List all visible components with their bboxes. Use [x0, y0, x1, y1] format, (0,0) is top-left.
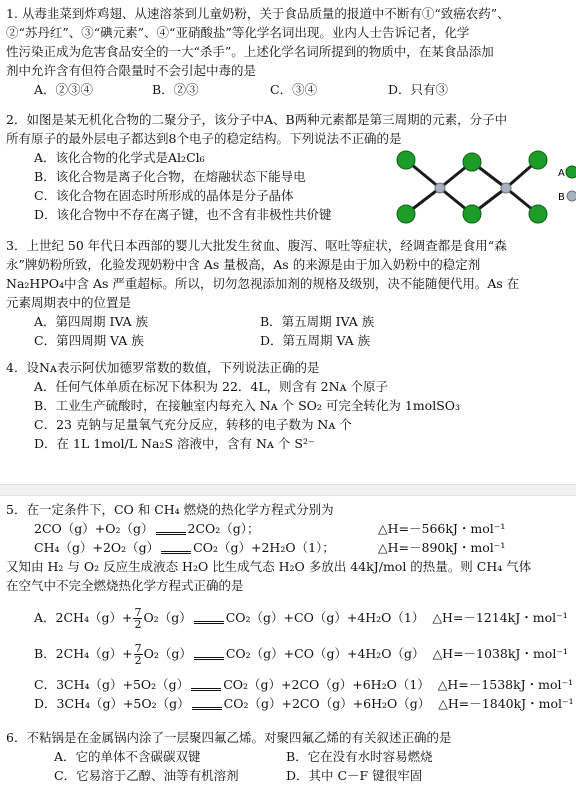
q4-option-d[interactable]: D．在 1L 1mol/L Na₂S 溶液中，含有 Nᴀ 个 S²⁻ [34, 436, 315, 451]
q5-option-c[interactable] [6, 675, 574, 694]
q5-opt-c-products: CO₂（g）+2CO（g）+6H₂O（1） [223, 677, 430, 692]
fraction [134, 643, 143, 666]
equals-sign [156, 524, 186, 535]
q5-option-a[interactable] [6, 605, 570, 631]
q1-option-b[interactable]: B．②③ [152, 82, 199, 97]
legend-atom-b [567, 191, 576, 201]
q5-eq1-reactants: 2CO（g）+O₂（g） [34, 521, 154, 536]
q5-intro: 5．在一定条件下，CO 和 CH₄ 燃烧的热化学方程式分别为 [6, 502, 334, 517]
q5-opt-b-o2: O₂（g） [143, 646, 192, 661]
q3-option-d[interactable]: D．第五周期 VA 族 [260, 333, 371, 348]
fraction-numerator: 7 [134, 642, 142, 655]
q5-opt-a-enthalpy: △H=－1214kJ・mol⁻¹ [432, 610, 568, 625]
q5-equation-ch4 [6, 538, 570, 557]
q5-opt-a-products: CO₂（g）+CO（g）+4H₂O（1） [225, 610, 425, 625]
q1-stem-line: 性污染正成为危害食品安全的一大“杀手”。上述化学名词所提到的物质中，在某食品添加 [6, 44, 494, 59]
q1-options [6, 80, 570, 99]
question-5 [6, 500, 574, 713]
q1-stem-line: ②“苏丹红”、③“碘元素”、④“亚硝酸盐”等化学名词出现。业内人士告诉记者，化学 [6, 25, 470, 40]
q5-opt-d-enthalpy: △H=－1840kJ・mol⁻¹ [438, 696, 574, 711]
q3-option-b[interactable]: B．第五周期 IVA 族 [260, 314, 375, 329]
q5-opt-b-reactants: B．2CH₄（g）+ [34, 646, 133, 661]
atom-a [397, 205, 415, 223]
question-4 [6, 358, 570, 453]
q4-option-b[interactable]: B．工业生产硫酸时，在接触室内每充入 Nᴀ 个 SO₂ 可完全转化为 1molSO₃ [34, 398, 461, 413]
q5-opt-a-reactants: A．2CH₄（g）+ [34, 610, 133, 625]
q1-stem-line: 1. 从毒韭菜到炸鸡翅、从速溶茶到儿童奶粉，关于食品质量的报道中不断有①“致癌农药”、 [6, 6, 510, 21]
q5-option-b[interactable] [6, 641, 570, 667]
q3-option-a[interactable]: A．第四周期 IVA 族 [34, 314, 149, 329]
q2-option-d[interactable]: D．该化合物中不存在离子键，也不含有非极性共价键 [34, 207, 332, 222]
q5-opt-c-reactants: C．3CH₄（g）+5O₂（g） [34, 677, 190, 692]
q5-stem-line: 又知由 H₂ 与 O₂ 反应生成液态 H₂O 比生成气态 H₂O 多放出 44kJ/mol 的热量。则 CH₄ 气体 [6, 559, 532, 574]
q5-opt-b-enthalpy: △H=－1038kJ・mol⁻¹ [432, 646, 568, 661]
dimer-molecule-diagram [388, 150, 576, 230]
atom-b [501, 183, 511, 193]
q4-option-c[interactable]: C．23 克钠与足量氧气充分反应，转移的电子数为 Nᴀ 个 [34, 417, 352, 432]
atom-b [435, 183, 445, 193]
legend-label-b: B [558, 192, 565, 203]
q2-stem-line: 所有原子的最外层电子都达到8个电子的稳定结构。下列说法不正确的是 [6, 131, 402, 146]
q5-opt-d-products: CO₂（g）+2CO（g）+6H₂O（g） [223, 696, 431, 711]
atom-a [529, 151, 547, 169]
q4-stem-line: 4．设Nᴀ表示阿伏加德罗常数的数值，下列说法正确的是 [6, 360, 320, 375]
q3-stem-line: 3．上世纪 50 年代日本西部的婴儿大批发生贫血、腹泻、呕吐等症状，经调查都是食用“森 [6, 238, 507, 253]
fraction [133, 607, 142, 630]
atoms-a [397, 151, 547, 223]
q1-option-a[interactable]: A．②③④ [34, 82, 94, 97]
equals-sign [161, 543, 191, 554]
equals-sign [192, 699, 222, 710]
fraction-denominator: 2 [134, 654, 142, 667]
q6-options-row [6, 747, 570, 766]
q3-options-row [6, 331, 570, 350]
q5-eq1-products: 2CO₂（g）； [187, 521, 260, 536]
q3-stem-line: 元素周期表中的位置是 [6, 295, 132, 310]
q2-option-a[interactable]: A．该化合物的化学式是Al₂Cl₆ [34, 150, 205, 165]
q5-equation-co [6, 519, 570, 538]
equals-sign [194, 613, 224, 624]
q3-option-c[interactable]: C．第四周期 VA 族 [34, 333, 144, 348]
atom-a [463, 153, 481, 171]
q5-opt-b-products: CO₂（g）+CO（g）+4H₂O（g） [225, 646, 425, 661]
question-6 [6, 728, 570, 785]
section-divider [0, 484, 576, 496]
question-1 [6, 4, 570, 99]
q3-stem-line: 永”牌奶粉所致，化验发现奶粉中含 As 量极高，As 的来源是由于加入奶粉中的稳定剂 [6, 257, 481, 272]
q2-option-c[interactable]: C．该化合物在固态时所形成的晶体是分子晶体 [34, 188, 294, 203]
q1-option-d[interactable]: D．只有③ [388, 82, 449, 97]
equals-sign [194, 649, 224, 660]
q5-opt-a-o2: O₂（g） [143, 610, 192, 625]
q6-options-row [6, 766, 570, 785]
fraction-numerator: 7 [134, 606, 142, 619]
q5-stem-line: 在空气中不完全燃烧热化学方程式正确的是 [6, 578, 244, 593]
q5-option-d[interactable] [6, 694, 574, 713]
q5-eq1-enthalpy: △H=－566kJ・mol⁻¹ [378, 521, 506, 536]
q5-opt-d-reactants: D．3CH₄（g）+5O₂（g） [34, 696, 190, 711]
atom-a [529, 205, 547, 223]
q6-option-b[interactable]: B．它在没有水时容易燃烧 [286, 749, 433, 764]
equals-sign [191, 680, 221, 691]
q1-option-c[interactable]: C．③④ [270, 82, 318, 97]
q2-option-b[interactable]: B．该化合物是离子化合物，在熔融状态下能导电 [34, 169, 306, 184]
q1-stem-line: 剂中允许含有但符合限量时不会引起中毒的是 [6, 63, 257, 78]
fraction-denominator: 2 [134, 618, 142, 631]
legend-atom-a [566, 166, 576, 178]
q3-stem-line: Na₂HPO₄中含 As 严重超标。所以，切勿忽视添加剂的规格及级别，决不能随便代用。As 在 [6, 276, 520, 291]
legend [558, 166, 576, 203]
legend-label-a: A [558, 168, 565, 179]
q5-opt-c-enthalpy: △H=－1538kJ・mol⁻¹ [437, 677, 574, 692]
q6-stem-line: 6．不粘锅是在金属锅内涂了一层聚四氟乙烯。对聚四氟乙烯的有关叙述正确的是 [6, 730, 452, 745]
q5-eq2-reactants: CH₄（g）+2O₂（g） [34, 540, 160, 555]
atom-a [397, 151, 415, 169]
q6-option-c[interactable]: C．它易溶于乙醇、油等有机溶剂 [54, 768, 239, 783]
q4-option-a[interactable]: A．任何气体单质在标况下体积为 22．4L，则含有 2Nᴀ 个原子 [34, 379, 389, 394]
q6-option-a[interactable]: A．它的单体不含碳碳双键 [54, 749, 201, 764]
q5-eq2-enthalpy: △H=－890kJ・mol⁻¹ [378, 540, 506, 555]
q3-options-row [6, 312, 570, 331]
question-3 [6, 236, 570, 350]
q2-stem-line: 2．如图是某无机化合物的二聚分子，该分子中A、B两种元素都是第三周期的元素，分子中 [6, 112, 508, 127]
atom-a [463, 205, 481, 223]
q6-option-d[interactable]: D．其中 C－F 键很牢固 [286, 768, 423, 783]
q5-eq2-products: CO₂（g）+2H₂O（1）； [193, 540, 335, 555]
